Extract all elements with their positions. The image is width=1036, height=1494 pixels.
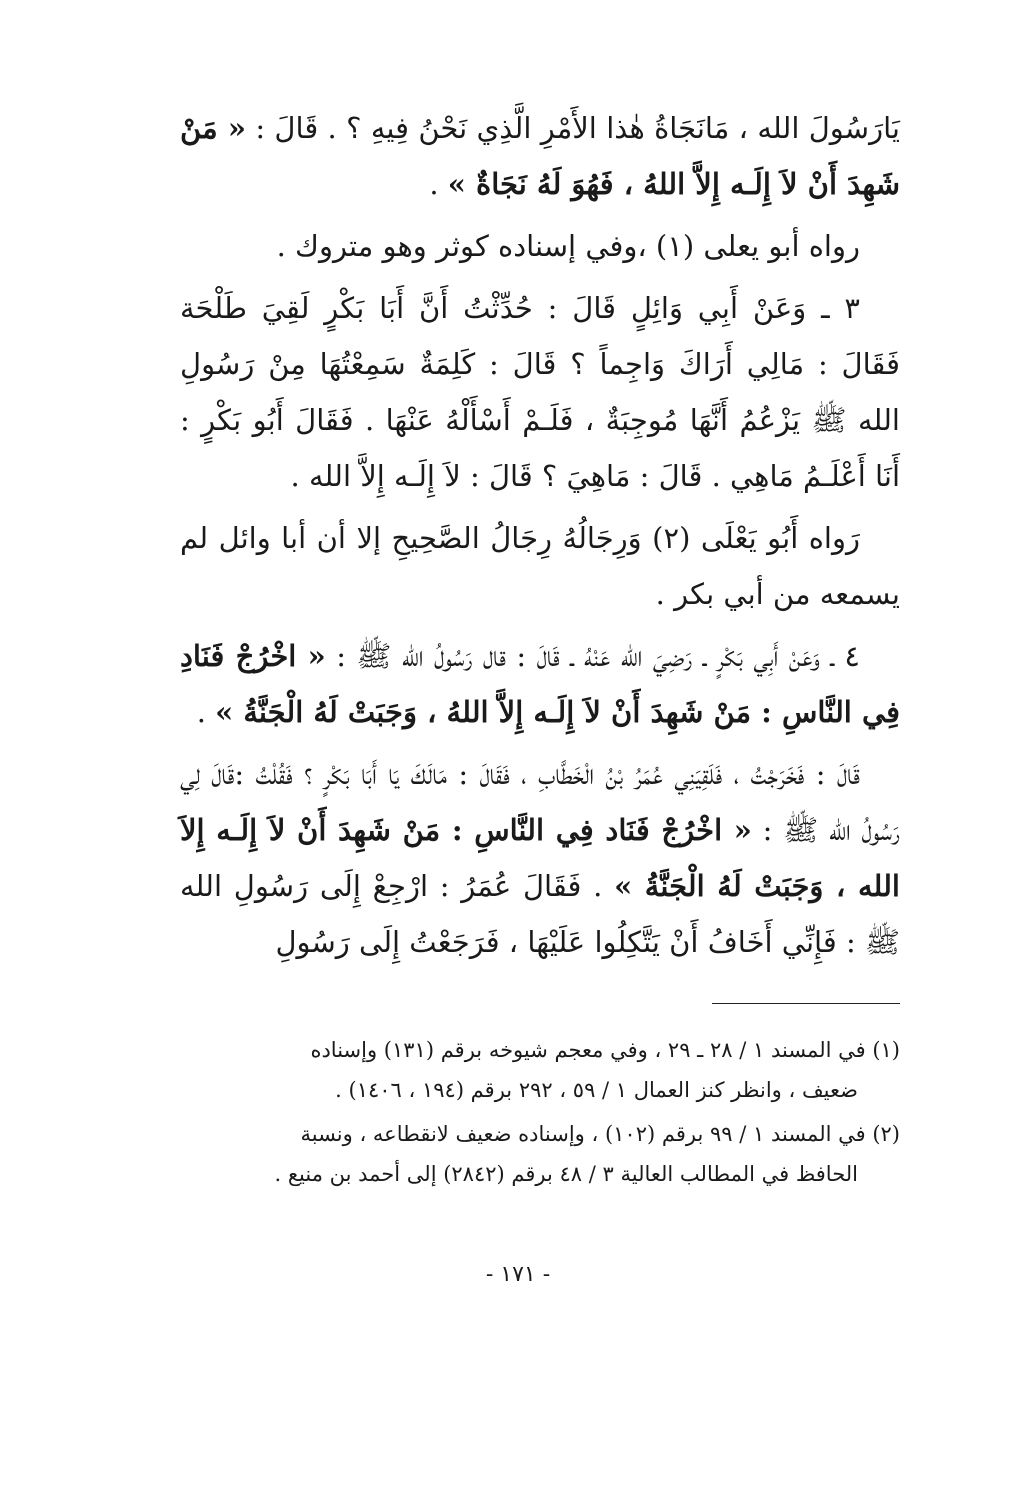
paragraph-5-end: . bbox=[196, 695, 216, 729]
main-text bbox=[180, 100, 900, 976]
paragraph-2: رواه أبو يعلى (١) ،وفي إسناده كوثر وهو متروك . bbox=[276, 229, 860, 263]
paragraph-1-end: . bbox=[429, 167, 448, 201]
paragraph-6-text: قَالَ : فَخَرَجْتُ ، فَلَقِيَنِي عُمَرُ بْنُ الْخَطَّابِ ، فَقَالَ : مَالَكَ يَا أَبَا بَكْرٍ ؟ فَقُلْتُ :قَالَ لِي رَسُولُ الله ﷺ : bbox=[180, 757, 900, 847]
paragraph-5 bbox=[180, 628, 900, 740]
paragraph-1-text: يَارَسُولَ الله ، مَانَجَاةُ هٰذا الأَمْرِ الَّذِي نَحْنُ فِيهِ ؟ . قَالَ : bbox=[245, 111, 900, 145]
footnotes bbox=[180, 1030, 900, 1198]
paragraph-3: ٣ ـ وَعَنْ أَبِي وَائِلٍ قَالَ : حُدِّثْتُ أَنَّ أَبَا بَكْرٍ لَقِيَ طَلْحَة فَقَالَ : مَالِي أَرَاكَ وَاجِماً ؟ قَالَ : كَلِمَةٌ سَمِعْتُهَا مِنْ رَسُولِ الله ﷺ يَزْعُمُ أَنَّهَا مُوجِبَةٌ ، فَلَـمْ أَسْأَلْهُ عَنْهَا . فَقَالَ أَبُو بَكْرٍ : أَنَا أَعْلَـمُ مَاهِي . قَالَ : مَاهِيَ ؟ قَالَ : لاَ إِلَـه إِلاَّ الله . bbox=[180, 291, 900, 493]
footnote-1 bbox=[180, 1030, 900, 1110]
footnote-2-line-1: (٢) في المسند ١ / ٩٩ برقم (١٠٢) ، وإسناده ضعيف لانقطاعه ، ونسبة bbox=[300, 1122, 900, 1146]
footnote-1-line-1: (١) في المسند ١ / ٢٨ ـ ٢٩ ، وفي معجم شيوخه برقم (١٣١) وإسناده bbox=[310, 1038, 900, 1062]
paragraph-6 bbox=[180, 746, 900, 970]
paragraph-6-end: . فَقَالَ عُمَرُ : ارْجِعْ إِلَى رَسُولِ الله ﷺ : فَإِنِّي أَخَافُ أَنْ يَتَّكِلُوا عَلَيْهَا ، فَرَجَعْتُ إِلَى رَسُولِ bbox=[180, 869, 900, 959]
hadith-quote-2: « اخْرُجْ فَنَادِ فِي النَّاسِ : مَنْ شَهِدَ أَنْ لاَ إِلَـه إِلاَّ اللهُ ، وَجَبَتْ لَهُ الْجَنَّةُ » bbox=[180, 639, 900, 729]
footnote-2-line-2: الحافظ في المطالب العالية ٣ / ٤٨ برقم (٢٨٤٢) إلى أحمد بن منيع . bbox=[274, 1162, 858, 1186]
hadith-quote-3: « اخْرُجْ فَنَاد فِي النَّاسِ : مَنْ شَهِدَ أَنْ لاَ إِلَـه إِلاَ الله ، وَجَبَتْ لَهُ الْجَنَّةُ » bbox=[180, 813, 900, 903]
hadith-quote-1: « مَنْ شَهِدَ أَنْ لاَ إِلَـه إِلاَّ اللهُ ، فَهُوَ لَهُ نَجَاةٌ » bbox=[180, 111, 900, 201]
footnote-2 bbox=[180, 1114, 900, 1194]
paragraph-5-text: ٤ ـ وَعَنْ أَبِي بَكْرٍ ـ رَضِيَ الله عَنْهُ ـ قَالَ : قال رَسُولُ الله ﷺ : bbox=[325, 639, 860, 673]
paragraph-1 bbox=[180, 100, 900, 212]
paragraph-4: رَواه أَبُو يَعْلَى (٢) وَرِجَالُهُ رِجَالُ الصَّحِيحِ إلا أن أبا وائل لم يسمعه من أبي بكر . bbox=[180, 521, 900, 611]
footnote-divider bbox=[712, 1003, 900, 1004]
page-number: - ١٧١ - bbox=[485, 1262, 551, 1287]
footnote-1-line-2: ضعيف ، وانظر كنز العمال ١ / ٥٩ ، ٢٩٢ برقم (١٩٤ ، ١٤٠٦) . bbox=[335, 1078, 858, 1102]
